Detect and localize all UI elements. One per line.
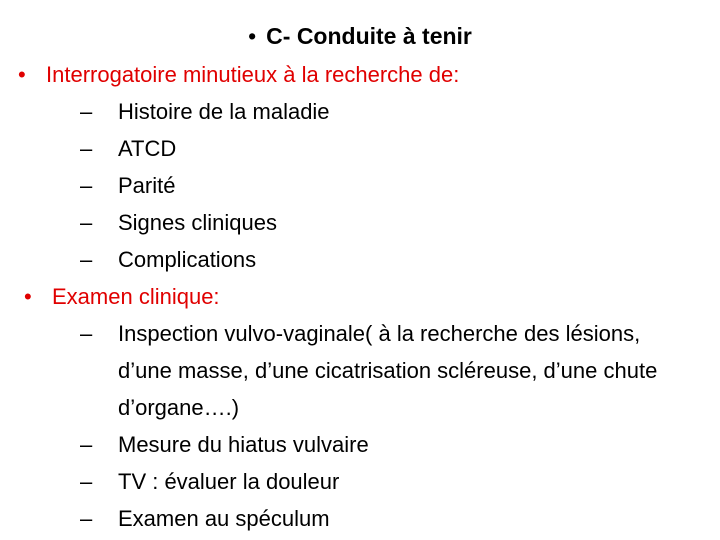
- section-heading-interrogatoire: [0, 56, 720, 93]
- dash-marker: –: [80, 432, 93, 457]
- dash-marker: –: [80, 210, 93, 235]
- dash-marker: –: [80, 469, 93, 494]
- list-item: [0, 241, 720, 278]
- dash-marker: –: [80, 321, 93, 346]
- dash-marker: –: [80, 506, 93, 531]
- list-item: [0, 463, 720, 500]
- dash-marker: –: [80, 173, 93, 198]
- section-bullet: •: [18, 62, 26, 87]
- list-item-text: Examen au spéculum: [118, 506, 330, 531]
- list-item-text: Signes cliniques: [118, 210, 277, 235]
- slide-title: [0, 20, 720, 52]
- dash-marker: –: [80, 99, 93, 124]
- list-item: [0, 315, 698, 426]
- list-item: [0, 167, 720, 204]
- list-item-text: Complications: [118, 247, 257, 272]
- list-item: [0, 204, 720, 241]
- dash-marker: –: [80, 136, 93, 161]
- list-item: [0, 93, 720, 130]
- list-item: [0, 500, 720, 537]
- title-bullet: •: [248, 23, 257, 49]
- list-item-text: Histoire de la maladie: [118, 99, 330, 124]
- list-item-text: Inspection vulvo-vaginale( à la recherche des lésions, d’une masse, d’une cicatrisation scléreuse, d’une chute d’organe….): [118, 321, 658, 420]
- section-heading-examen: [0, 278, 720, 315]
- section-heading-text: Interrogatoire minutieux à la recherche de:: [46, 62, 460, 87]
- list-item-text: ATCD: [118, 136, 177, 161]
- list-item-text: TV : évaluer la douleur: [118, 469, 340, 494]
- list-item-text: Mesure du hiatus vulvaire: [118, 432, 369, 457]
- list-item: [0, 426, 720, 463]
- section-heading-text: Examen clinique:: [52, 284, 220, 309]
- list-item: [0, 130, 720, 167]
- title-text: C- Conduite à tenir: [266, 23, 472, 49]
- dash-marker: –: [80, 247, 93, 272]
- section-bullet: •: [24, 284, 32, 309]
- slide-body: [0, 56, 720, 537]
- list-item-text: Parité: [118, 173, 176, 198]
